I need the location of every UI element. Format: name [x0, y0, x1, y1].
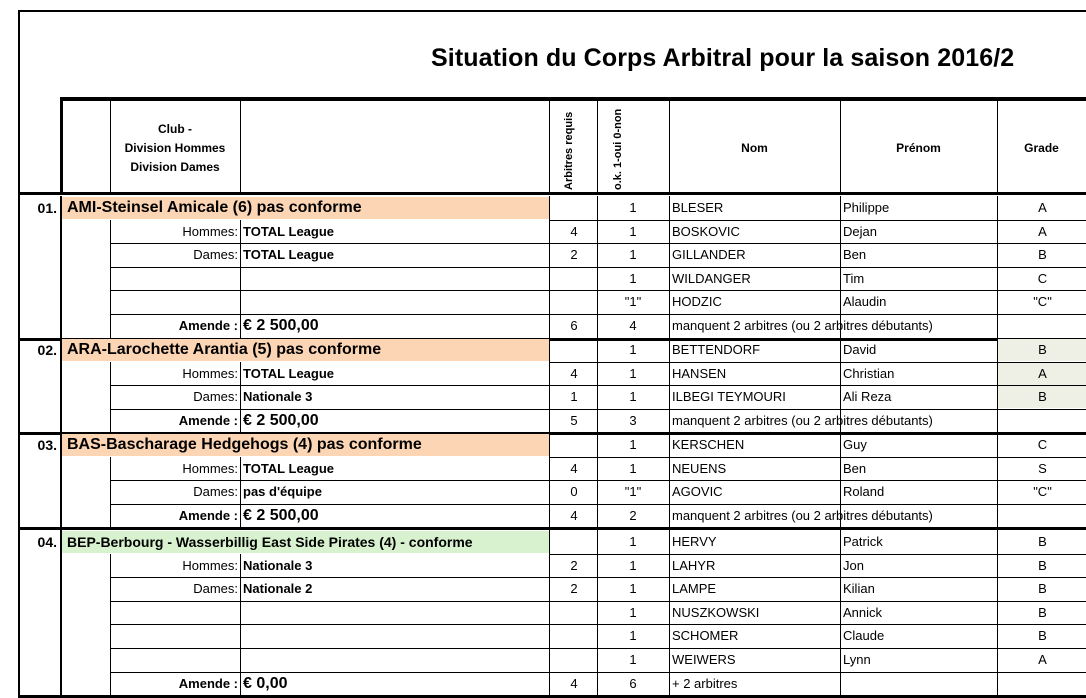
- hommes-required: 4: [570, 461, 578, 476]
- shortfall-note: manquent 2 arbitres (ou 2 arbitres débutants): [672, 318, 933, 333]
- referee-firstname: Claude: [843, 628, 885, 643]
- referee-grade: S: [1038, 461, 1047, 476]
- dames-required: 2: [570, 247, 578, 262]
- referee-name: BOSKOVIC: [672, 224, 740, 239]
- referee-name: KERSCHEN: [672, 437, 745, 452]
- hommes-label: Hommes:: [182, 224, 238, 239]
- dames-division: Nationale 3: [243, 389, 313, 404]
- referee-name: NEUENS: [672, 461, 727, 476]
- referee-ok: "1": [624, 294, 642, 309]
- referee-ok: 1: [629, 271, 637, 286]
- hommes-division: TOTAL League: [243, 224, 335, 239]
- club-number: 02.: [37, 342, 57, 358]
- club-name: BAS-Bascharage Hedgehogs (4) pas conforme: [62, 434, 549, 456]
- col-rule: [110, 554, 111, 695]
- amende-label: Amende :: [178, 318, 238, 333]
- referee-name: WEIWERS: [672, 652, 736, 667]
- referee-ok: 1: [629, 247, 637, 262]
- referee-grade: A: [1038, 652, 1047, 667]
- header-col-rule: [549, 101, 550, 193]
- referee-grade: B: [1038, 605, 1047, 620]
- hommes-required: 2: [570, 558, 578, 573]
- referee-firstname: Tim: [843, 271, 865, 286]
- referee-grade: "C": [1033, 294, 1052, 309]
- col-rule: [549, 338, 550, 432]
- total-ok: 2: [629, 508, 637, 523]
- dames-required: 1: [570, 389, 578, 404]
- referee-ok: 1: [629, 652, 637, 667]
- referee-grade: A: [1038, 366, 1047, 381]
- header-nom: Nom: [741, 141, 768, 155]
- referee-grade: B: [1038, 581, 1047, 596]
- referee-firstname: Guy: [843, 437, 867, 452]
- total-required: 4: [570, 676, 578, 691]
- referee-name: HODZIC: [672, 294, 722, 309]
- referee-firstname: Patrick: [843, 534, 883, 549]
- referee-ok: 1: [629, 389, 637, 404]
- referee-grade: B: [1038, 247, 1047, 262]
- header-bottom-rule: [18, 192, 1086, 195]
- dames-division: TOTAL League: [243, 247, 335, 262]
- referee-firstname: David: [843, 342, 877, 357]
- dames-required: 2: [570, 581, 578, 596]
- referee-firstname: Philippe: [843, 200, 890, 215]
- shortfall-note: manquent 2 arbitres (ou 2 arbitres débutants): [672, 413, 933, 428]
- header-club: [110, 120, 240, 177]
- col-rule: [669, 196, 670, 338]
- hommes-required: 4: [570, 366, 578, 381]
- referee-grade: A: [1038, 200, 1047, 215]
- dames-required: 0: [570, 484, 578, 499]
- hommes-label: Hommes:: [182, 461, 238, 476]
- amende-value: € 2 500,00: [243, 317, 319, 334]
- col-rule: [549, 433, 550, 527]
- header-club-line: Club -: [158, 122, 192, 136]
- hommes-division: Nationale 3: [243, 558, 313, 573]
- hommes-label: Hommes:: [182, 558, 238, 573]
- referee-grade: "C": [1033, 484, 1052, 499]
- header-left-rule: [60, 97, 63, 195]
- referee-ok: 1: [629, 437, 637, 452]
- club-name: BEP-Berbourg - Wasserbillig East Side Pirates (4) - conforme: [62, 531, 549, 553]
- referee-grade: B: [1038, 534, 1047, 549]
- referee-ok: 1: [629, 224, 637, 239]
- total-ok: 6: [629, 676, 637, 691]
- club-number: 01.: [37, 200, 57, 216]
- dames-label: Dames:: [193, 247, 238, 262]
- col-rule: [840, 530, 841, 695]
- amende-value: € 2 500,00: [243, 412, 319, 429]
- header-col-rule: [240, 101, 241, 193]
- block-left-rule: [60, 530, 62, 695]
- total-required: 5: [570, 413, 578, 428]
- col-rule: [549, 196, 550, 338]
- col-rule: [110, 457, 111, 527]
- referee-ok: 1: [629, 200, 637, 215]
- referee-ok: 1: [629, 534, 637, 549]
- hommes-division: TOTAL League: [243, 366, 335, 381]
- referee-grade: B: [1038, 628, 1047, 643]
- dames-label: Dames:: [193, 389, 238, 404]
- referee-name: BETTENDORF: [672, 342, 761, 357]
- referee-firstname: Christian: [843, 366, 895, 381]
- referee-grade: B: [1038, 342, 1047, 357]
- hommes-division: TOTAL League: [243, 461, 335, 476]
- referee-name: WILDANGER: [672, 271, 751, 286]
- referee-grade: A: [1038, 224, 1047, 239]
- referee-ok: 1: [629, 342, 637, 357]
- total-ok: 3: [629, 413, 637, 428]
- col-rule: [240, 220, 241, 338]
- referee-firstname: Kilian: [843, 581, 875, 596]
- referee-firstname: Ben: [843, 247, 867, 262]
- hommes-required: 4: [570, 224, 578, 239]
- dames-label: Dames:: [193, 581, 238, 596]
- col-rule: [669, 530, 670, 695]
- total-required: 4: [570, 508, 578, 523]
- dames-division: Nationale 2: [243, 581, 313, 596]
- header-col-rule: [597, 101, 598, 193]
- club-number: 04.: [37, 534, 57, 550]
- header-prenom: Prénom: [896, 141, 941, 155]
- header-club-line: Division Dames: [130, 160, 220, 174]
- referee-firstname: Annick: [843, 605, 883, 620]
- col-rule: [110, 362, 111, 432]
- col-rule: [669, 433, 670, 527]
- total-required: 6: [570, 318, 578, 333]
- referee-ok: 1: [629, 581, 637, 596]
- referee-ok: 1: [629, 605, 637, 620]
- referee-name: BLESER: [672, 200, 724, 215]
- shortfall-note: manquent 2 arbitres (ou 2 arbitres débutants): [672, 508, 933, 523]
- referee-firstname: Dejan: [843, 224, 877, 239]
- header-ok: o.k. 1-oui 0-non: [612, 108, 624, 190]
- amende-label: Amende :: [178, 676, 238, 691]
- header-club-line: Division Hommes: [124, 141, 226, 155]
- referee-ok: 1: [629, 558, 637, 573]
- referee-firstname: Jon: [843, 558, 864, 573]
- header-arbitres-requis: Arbitres requis: [563, 111, 575, 190]
- amende-label: Amende :: [178, 508, 238, 523]
- club-name: ARA-Larochette Arantia (5) pas conforme: [62, 339, 549, 361]
- dames-label: Dames:: [193, 484, 238, 499]
- referee-firstname: Lynn: [843, 652, 871, 667]
- amende-label: Amende :: [178, 413, 238, 428]
- referee-grade: C: [1037, 271, 1048, 286]
- col-rule: [549, 530, 550, 695]
- col-rule: [669, 338, 670, 432]
- referee-grade: B: [1038, 558, 1047, 573]
- referee-name: NUSZKOWSKI: [672, 605, 760, 620]
- amende-value: € 0,00: [243, 675, 288, 692]
- referee-ok: 1: [629, 628, 637, 643]
- col-rule: [240, 362, 241, 432]
- referee-grade: B: [1038, 389, 1047, 404]
- referee-name: LAMPE: [672, 581, 717, 596]
- block-bottom-rule: [18, 527, 1086, 530]
- col-rule: [240, 554, 241, 695]
- referee-name: ILBEGI TEYMOURI: [672, 389, 786, 404]
- page-title: Situation du Corps Arbitral pour la saison 2016/2: [431, 44, 1015, 72]
- hommes-label: Hommes:: [182, 366, 238, 381]
- total-ok: 4: [629, 318, 637, 333]
- referee-firstname: Alaudin: [843, 294, 887, 309]
- referee-firstname: Ali Reza: [843, 389, 892, 404]
- club-number: 03.: [37, 437, 57, 453]
- shortfall-note: + 2 arbitres: [672, 676, 738, 691]
- referee-ok: 1: [629, 461, 637, 476]
- col-rule: [110, 220, 111, 338]
- header-grade: Grade: [1024, 141, 1059, 155]
- dames-division: pas d'équipe: [243, 484, 322, 499]
- referee-name: AGOVIC: [672, 484, 723, 499]
- referee-ok: "1": [624, 484, 642, 499]
- referee-ok: 1: [629, 366, 637, 381]
- referee-firstname: Roland: [843, 484, 885, 499]
- referee-name: LAHYR: [672, 558, 716, 573]
- col-rule: [240, 457, 241, 527]
- referee-grade: C: [1037, 437, 1048, 452]
- referee-name: SCHOMER: [672, 628, 739, 643]
- referee-name: HANSEN: [672, 366, 727, 381]
- club-name: AMI-Steinsel Amicale (6) pas conforme: [62, 197, 549, 219]
- referee-firstname: Ben: [843, 461, 867, 476]
- amende-value: € 2 500,00: [243, 507, 319, 524]
- col-rule: [997, 530, 998, 695]
- referee-name: GILLANDER: [672, 247, 746, 262]
- sheet-frame-top: [18, 10, 1086, 12]
- referee-name: HERVY: [672, 534, 717, 549]
